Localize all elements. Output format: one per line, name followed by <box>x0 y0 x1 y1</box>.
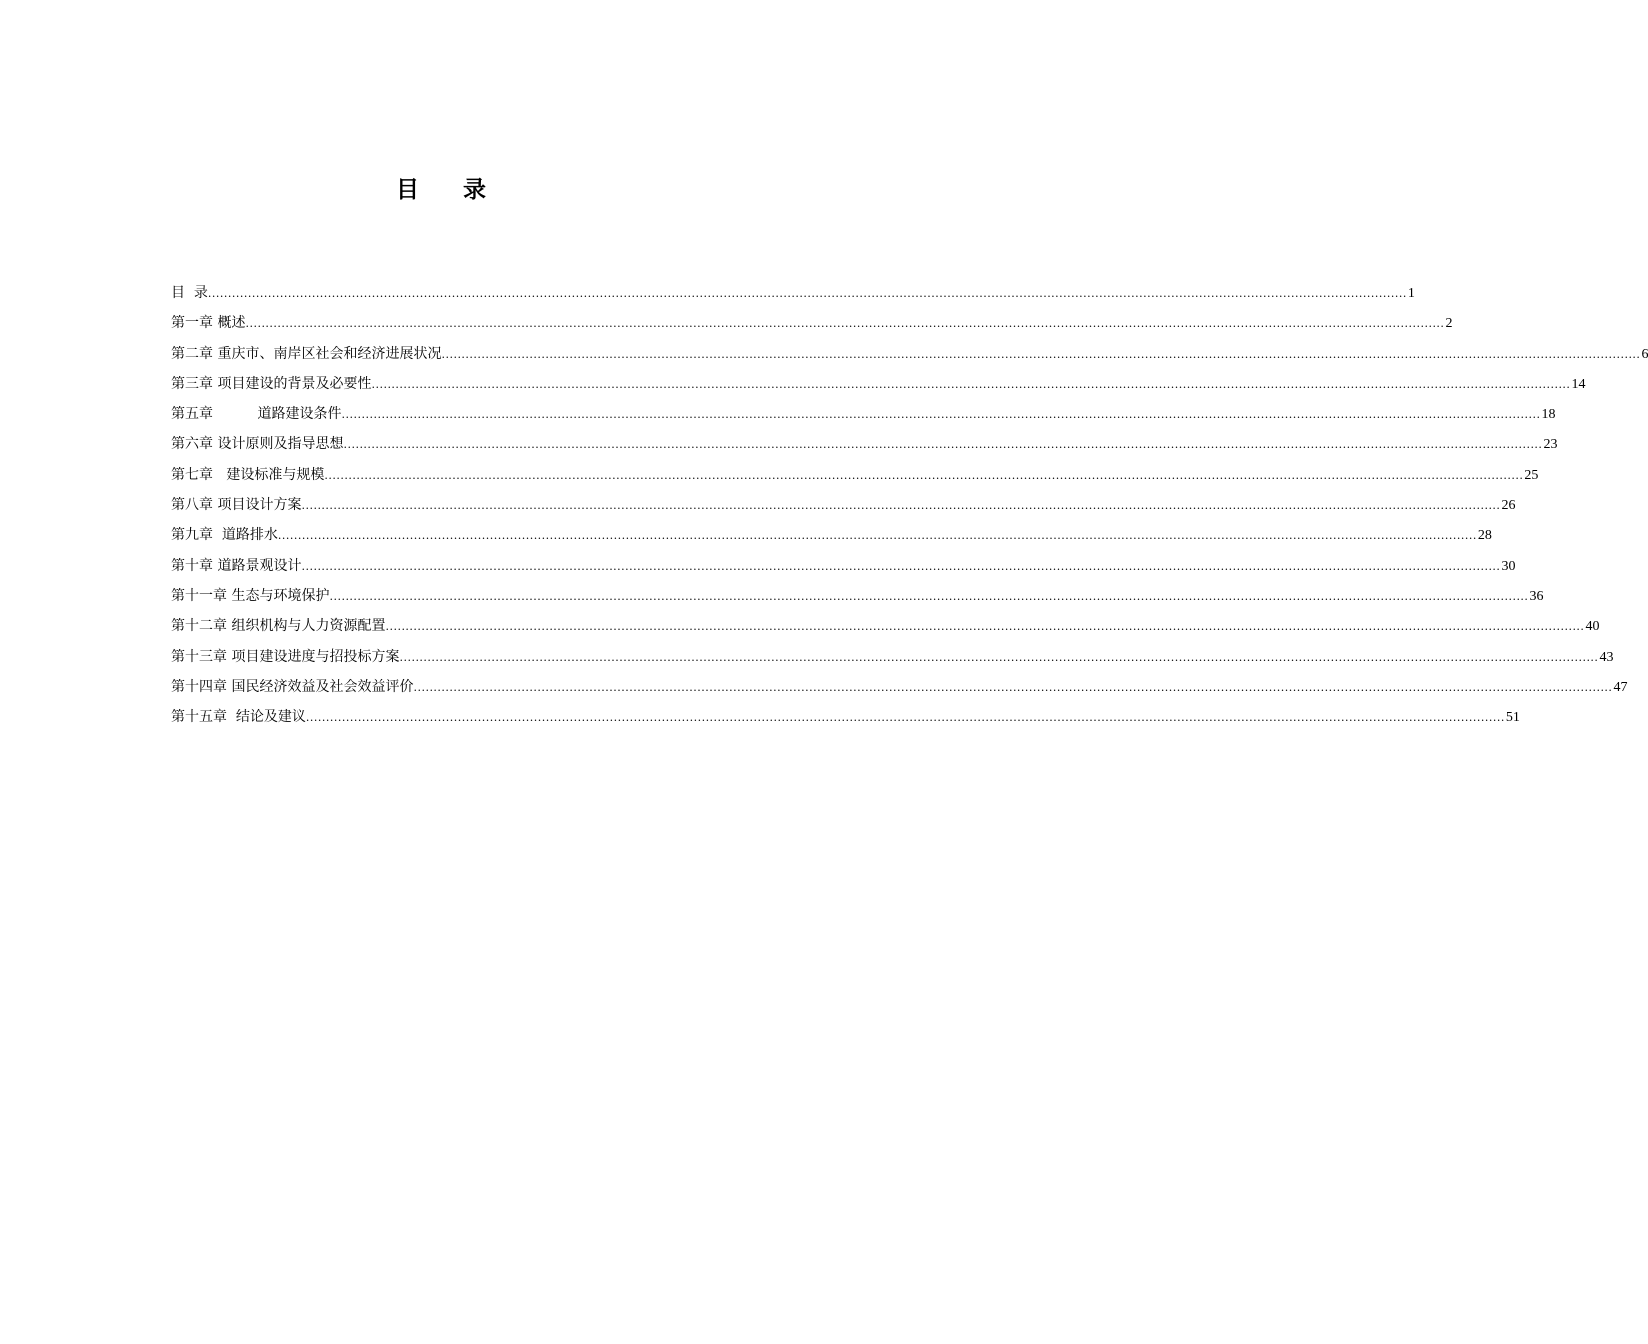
toc-leader-dots: ............................................................................................................................................................................................................................................................................................................ <box>441 347 1641 361</box>
toc-entry[interactable] <box>171 399 1556 429</box>
toc-entry-page: 40 <box>1585 619 1600 635</box>
toc-entry-label: 第十章 道路景观设计 <box>171 557 302 574</box>
toc-leader-dots: ............................................................................................................................................................................................................................................................................................................ <box>324 468 1524 482</box>
toc-leader-dots: ............................................................................................................................................................................................................................................................................................................ <box>207 287 1407 300</box>
toc-entry[interactable] <box>171 308 1453 338</box>
toc-leader-dots: ............................................................................................................................................................................................................................................................................................................ <box>371 377 1571 391</box>
toc-leader-dots: ............................................................................................................................................................................................................................................................................................................ <box>413 680 1613 694</box>
toc-entry-page: 18 <box>1541 407 1556 423</box>
toc-entry-page: 30 <box>1501 558 1516 574</box>
toc-entry[interactable] <box>171 278 1415 308</box>
toc-list <box>171 278 1648 732</box>
toc-entry-label: 第十二章 组织机构与人力资源配置 <box>171 618 386 635</box>
toc-entry-page: 51 <box>1505 710 1520 726</box>
toc-entry[interactable] <box>171 460 1539 490</box>
toc-entry[interactable] <box>171 702 1520 732</box>
toc-leader-dots: ............................................................................................................................................................................................................................................................................................................ <box>343 438 1543 452</box>
toc-entry-page: 1 <box>1407 286 1415 301</box>
toc-entry-label: 第九章 道路排水 <box>171 527 278 544</box>
toc-leader-dots: ............................................................................................................................................................................................................................................................................................................ <box>301 559 1501 573</box>
toc-leader-dots: ............................................................................................................................................................................................................................................................................................................ <box>245 317 1445 331</box>
toc-entry-label: 第十一章 生态与环境保护 <box>171 587 330 604</box>
toc-entry[interactable] <box>171 581 1544 611</box>
toc-entry-page: 47 <box>1613 679 1628 695</box>
toc-leader-dots: ............................................................................................................................................................................................................................................................................................................ <box>329 589 1529 603</box>
toc-title: 目 录 <box>395 177 504 203</box>
toc-entry-page: 43 <box>1599 649 1614 665</box>
toc-entry-page: 6 <box>1641 346 1648 362</box>
toc-entry[interactable] <box>171 490 1516 520</box>
toc-entry[interactable] <box>171 642 1614 672</box>
toc-entry-label: 第七章 建设标准与规模 <box>171 466 325 483</box>
toc-entry[interactable] <box>171 369 1586 399</box>
toc-entry[interactable] <box>171 429 1558 459</box>
toc-entry[interactable] <box>171 520 1492 550</box>
toc-leader-dots: ............................................................................................................................................................................................................................................................................................................ <box>341 408 1541 422</box>
toc-entry[interactable] <box>171 672 1628 702</box>
toc-entry-label: 第五章 道路建设条件 <box>171 406 342 423</box>
toc-entry-page: 23 <box>1543 437 1558 453</box>
toc-entry[interactable] <box>171 339 1648 369</box>
toc-entry-label: 第三章 项目建设的背景及必要性 <box>171 375 372 392</box>
toc-entry-label: 第一章 概述 <box>171 315 246 332</box>
toc-entry-label: 第八章 项目设计方案 <box>171 497 302 514</box>
toc-entry-page: 26 <box>1501 498 1516 514</box>
toc-entry-label: 第十三章 项目建设进度与招投标方案 <box>171 648 400 665</box>
toc-entry-page: 28 <box>1477 528 1492 544</box>
toc-entry-page: 36 <box>1529 588 1544 604</box>
toc-leader-dots: ............................................................................................................................................................................................................................................................................................................ <box>305 711 1505 725</box>
toc-entry[interactable] <box>171 611 1600 641</box>
toc-leader-dots: ............................................................................................................................................................................................................................................................................................................ <box>385 620 1585 634</box>
toc-entry-label: 第六章 设计原则及指导思想 <box>171 436 344 453</box>
toc-leader-dots: ............................................................................................................................................................................................................................................................................................................ <box>399 650 1599 664</box>
toc-entry[interactable] <box>171 551 1516 581</box>
toc-entry-label: 第十四章 国民经济效益及社会效益评价 <box>171 678 414 695</box>
toc-leader-dots: ............................................................................................................................................................................................................................................................................................................ <box>301 499 1501 513</box>
toc-entry-label: 第十五章 结论及建议 <box>171 709 306 726</box>
toc-entry-label: 第二章 重庆市、南岸区社会和经济进展状况 <box>171 345 442 362</box>
toc-entry-label: 目 录 <box>171 285 208 301</box>
toc-leader-dots: ............................................................................................................................................................................................................................................................................................................ <box>277 529 1477 543</box>
toc-entry-page: 14 <box>1571 376 1586 392</box>
toc-entry-page: 25 <box>1524 467 1539 483</box>
toc-entry-page: 2 <box>1445 316 1453 332</box>
